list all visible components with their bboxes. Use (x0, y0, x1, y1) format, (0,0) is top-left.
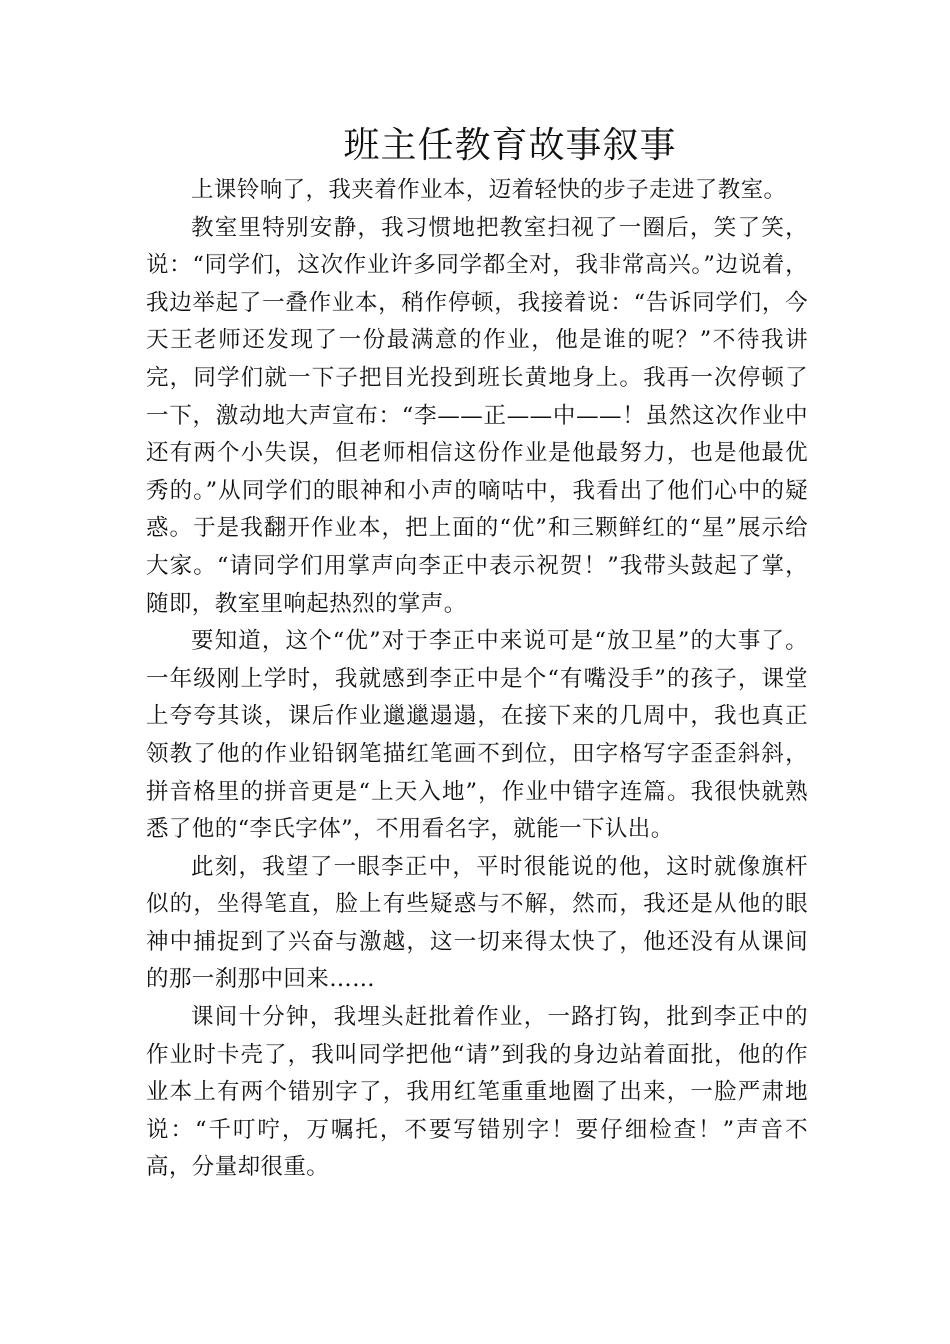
paragraph: 教室里特别安静，我习惯地把教室扫视了一圈后，笑了笑，说：“同学们，这次作业许多同学都全对，我非常高兴。”边说着，我边举起了一叠作业本，稍作停顿，我接着说：“告诉同学们，今天王老师还发现了一份最满意的作业，他是谁的呢？”不待我讲完，同学们就一下子把目光投到班长黄地身上。我再一次停顿了一下，激动地大声宣布：“李——正——中——！虽然这次作业中还有两个小失误，但老师相信这份作业是他最努力，也是他最优秀的。”从同学们的眼神和小声的嘀咕中，我看出了他们心中的疑惑。于是我翻开作业本，把上面的“优”和三颗鲜红的“星”展示给大家。“请同学们用掌声向李正中表示祝贺！”我带头鼓起了掌，随即，教室里响起热烈的掌声。 (146, 214, 808, 617)
paragraph: 课间十分钟，我埋头赶批着作业，一路打钩，批到李正中的作业时卡壳了，我叫同学把他“请”到我的身边站着面批，他的作业本上有两个错别字了，我用红笔重重地圈了出来，一脸严肃地说：“千叮咛，万嘱托，不要写错别字！要仔细检查！”声音不高，分量却很重。 (146, 1004, 808, 1181)
document-body (146, 172, 808, 1187)
paragraph: 上课铃响了，我夹着作业本，迈着轻快的步子走进了教室。 (191, 177, 787, 203)
document-title: 班主任教育故事叙事 (343, 125, 677, 166)
paragraph: 要知道，这个“优”对于李正中来说可是“放卫星”的大事了。一年级刚上学时，我就感到李正中是个“有嘴没手”的孩子，课堂上夸夸其谈，课后作业邋邋遢遢，在接下来的几周中，我也真正领教了他的作业铅钢笔描红笔画不到位，田字格写字歪歪斜斜，拼音格里的拼音更是“上天入地”，作业中错字连篇。我很快就熟悉了他的“李氏字体”，不用看名字，就能一下认出。 (146, 628, 808, 843)
paragraph: 此刻，我望了一眼李正中，平时很能说的他，这时就像旗杆似的，坐得笔直，脸上有些疑惑与不解，然而，我还是从他的眼神中捕捉到了兴奋与激越，这一切来得太快了，他还没有从课间的那一刹那中回来…… (146, 853, 808, 993)
